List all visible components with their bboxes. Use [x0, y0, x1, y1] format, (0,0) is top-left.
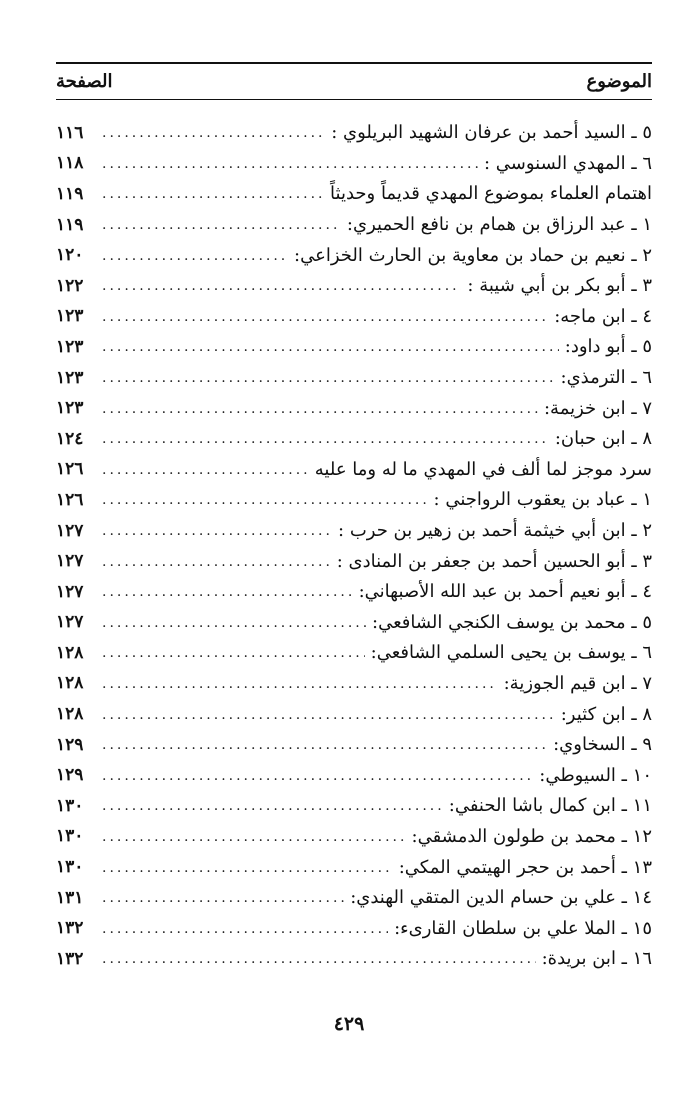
entry-page-number: ١١٩	[56, 214, 84, 235]
entry-title: ٨ ـ ابن حبان:	[554, 428, 652, 450]
entry-title: ٦ ـ المهدي السنوسي :	[484, 152, 652, 174]
contents-entry	[56, 240, 652, 271]
dot-leader	[98, 279, 461, 293]
entry-title: ١ ـ عبد الرزاق بن همام بن نافع الحميري:	[346, 214, 652, 236]
entry-page-number: ١٢٤	[56, 428, 84, 449]
contents-entry	[56, 332, 652, 363]
dot-leader	[98, 187, 324, 201]
entry-page-number: ١٢٧	[56, 520, 84, 541]
entry-page-number: ١١٦	[56, 122, 84, 143]
entry-title: ٢ ـ ابن أبي خيثمة أحمد بن زهير بن حرب :	[338, 520, 652, 542]
entry-title: ١٥ ـ الملا علي بن سلطان القارىء:	[394, 917, 652, 939]
contents-entry	[56, 760, 652, 791]
dot-leader	[98, 952, 536, 966]
contents-entry	[56, 699, 652, 730]
entry-page-number: ١٣٠	[56, 857, 84, 878]
entry-page-number: ١٢٨	[56, 673, 84, 694]
contents-entry	[56, 822, 652, 853]
entry-page-number: ١٣١	[56, 887, 84, 908]
contents-entry	[56, 118, 652, 149]
entry-title: ٧ ـ ابن قيم الجوزية:	[503, 672, 652, 694]
entry-page-number: ١٢٧	[56, 612, 84, 633]
contents-entry	[56, 791, 652, 822]
dot-leader	[98, 340, 559, 354]
dot-leader	[98, 157, 478, 171]
contents-entry	[56, 577, 652, 608]
entry-page-number: ١١٨	[56, 153, 84, 174]
dot-leader	[98, 493, 428, 507]
dot-leader	[98, 218, 341, 232]
dot-leader	[98, 402, 538, 416]
entry-title: ٨ ـ ابن كثير:	[560, 703, 652, 725]
entry-title: ١٤ ـ علي بن حسام الدين المتقي الهندي:	[350, 887, 652, 909]
dot-leader	[98, 646, 365, 660]
dot-leader	[98, 738, 547, 752]
topic-column-heading: الموضوع	[586, 71, 652, 92]
contents-entry	[56, 302, 652, 333]
entry-page-number: ١٢٨	[56, 642, 84, 663]
contents-header	[56, 62, 652, 100]
dot-leader	[98, 432, 549, 446]
entry-page-number: ١٣٢	[56, 948, 84, 969]
dot-leader	[98, 830, 406, 844]
contents-entry	[56, 179, 652, 210]
entry-page-number: ١٢٣	[56, 398, 84, 419]
entry-title: ٢ ـ نعيم بن حماد بن معاوية بن الحارث الخزاعي:	[294, 244, 652, 266]
entry-title: سرد موجز لما ألف في المهدي ما له وما عليه	[314, 458, 652, 480]
contents-entry	[56, 455, 652, 486]
dot-leader	[98, 524, 332, 538]
page-column-heading: الصفحة	[56, 71, 113, 92]
entry-page-number: ١٣٠	[56, 826, 84, 847]
contents-entry	[56, 485, 652, 516]
entry-page-number: ١٢٣	[56, 367, 84, 388]
dot-leader	[98, 769, 533, 783]
contents-page	[56, 62, 652, 975]
dot-leader	[98, 249, 288, 263]
entry-title: ٩ ـ السخاوي:	[553, 734, 652, 756]
contents-entry	[56, 852, 652, 883]
contents-entry	[56, 883, 652, 914]
entry-page-number: ١٢٣	[56, 306, 84, 327]
entry-title: ٦ ـ الترمذي:	[560, 367, 652, 389]
dot-leader	[98, 126, 325, 140]
dot-leader	[98, 922, 388, 936]
entry-title: ١١ ـ ابن كمال باشا الحنفي:	[448, 795, 652, 817]
entry-title: ٣ ـ أبو الحسين أحمد بن جعفر بن المنادى :	[336, 550, 652, 572]
entry-title: ٤ ـ ابن ماجه:	[554, 305, 652, 327]
dot-leader	[98, 310, 548, 324]
dot-leader	[98, 891, 344, 905]
contents-entry	[56, 393, 652, 424]
entry-page-number: ١٢٢	[56, 275, 84, 296]
dot-leader	[98, 463, 309, 477]
entry-title: ٥ ـ محمد بن يوسف الكنجي الشافعي:	[372, 611, 652, 633]
entry-title: ٥ ـ السيد أحمد بن عرفان الشهيد البريلوي :	[331, 122, 652, 144]
contents-entry	[56, 516, 652, 547]
contents-entry	[56, 424, 652, 455]
contents-entry	[56, 608, 652, 639]
contents-entry	[56, 363, 652, 394]
entry-title: ١٠ ـ السيوطي:	[539, 764, 652, 786]
entry-page-number: ١٣٢	[56, 918, 84, 939]
dot-leader	[98, 677, 498, 691]
entry-title: ٧ ـ ابن خزيمة:	[543, 397, 652, 419]
entry-title: ١٣ ـ أحمد بن حجر الهيتمي المكي:	[398, 856, 652, 878]
contents-entry	[56, 271, 652, 302]
dot-leader	[98, 616, 366, 630]
dot-leader	[98, 555, 331, 569]
dot-leader	[98, 585, 353, 599]
entry-page-number: ١٢٦	[56, 489, 84, 510]
entry-page-number: ١٢٣	[56, 336, 84, 357]
contents-entry	[56, 913, 652, 944]
contents-entry	[56, 149, 652, 180]
contents-entry	[56, 944, 652, 975]
dot-leader	[98, 799, 443, 813]
entry-page-number: ١١٩	[56, 183, 84, 204]
entry-title: ٤ ـ أبو نعيم أحمد بن عبد الله الأصبهاني:	[358, 581, 652, 603]
contents-entry	[56, 546, 652, 577]
dot-leader	[98, 371, 555, 385]
entry-title: ٦ ـ يوسف بن يحيى السلمي الشافعي:	[370, 642, 652, 664]
entry-page-number: ١٣٠	[56, 795, 84, 816]
entry-title: ١ ـ عباد بن يعقوب الرواجني :	[433, 489, 652, 511]
contents-entry	[56, 210, 652, 241]
dot-leader	[98, 708, 555, 722]
entry-page-number: ١٢٩	[56, 734, 84, 755]
page-number: ٤٢٩	[333, 1013, 365, 1035]
entry-title: ٥ ـ أبو داود:	[564, 336, 652, 358]
contents-entry	[56, 669, 652, 700]
entry-page-number: ١٢٦	[56, 459, 84, 480]
dot-leader	[98, 861, 393, 875]
entry-page-number: ١٢٠	[56, 245, 84, 266]
contents-list	[56, 118, 652, 975]
entry-page-number: ١٢٧	[56, 581, 84, 602]
entry-page-number: ١٢٩	[56, 765, 84, 786]
entry-title: ١٢ ـ محمد بن طولون الدمشقي:	[411, 825, 652, 847]
entry-title: اهتمام العلماء بموضوع المهدي قديماً وحديثاً	[330, 183, 652, 205]
entry-title: ١٦ ـ ابن بريدة:	[541, 948, 652, 970]
entry-title: ٣ ـ أبو بكر بن أبي شيبة :	[467, 275, 652, 297]
contents-entry	[56, 638, 652, 669]
entry-page-number: ١٢٧	[56, 551, 84, 572]
entry-page-number: ١٢٨	[56, 704, 84, 725]
contents-entry	[56, 730, 652, 761]
